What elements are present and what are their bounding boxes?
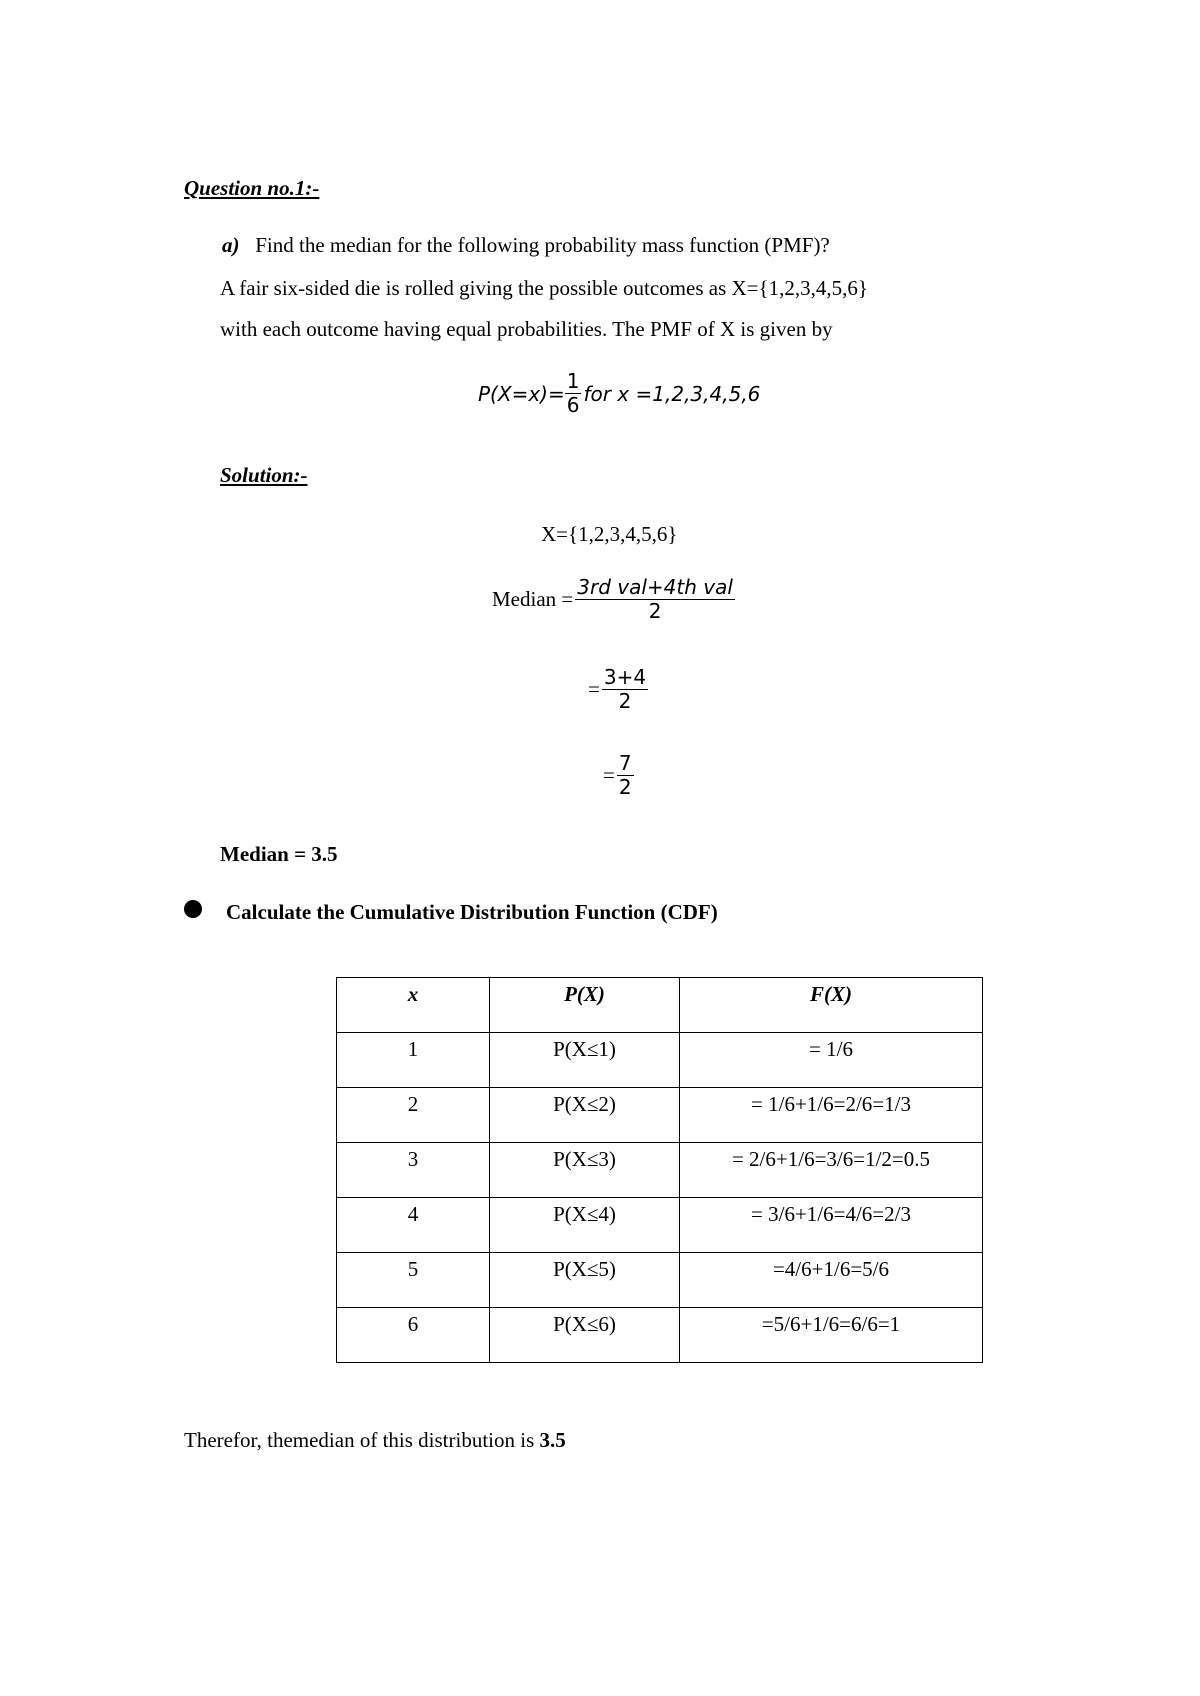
cell-px: P(X≤5): [490, 1253, 680, 1308]
header-x: x: [337, 978, 490, 1033]
cell-fx: =5/6+1/6=6/6=1: [680, 1308, 983, 1363]
conclusion: [184, 1428, 566, 1453]
step-simplified-numerator: 7: [618, 751, 632, 775]
cell-fx: =4/6+1/6=5/6: [680, 1253, 983, 1308]
step-simplified-denominator: 2: [618, 775, 632, 799]
cell-px: P(X≤2): [490, 1088, 680, 1143]
cdf-table: [336, 977, 983, 1363]
problem-line-2: A fair six-sided die is rolled giving the possible outcomes as X={1,2,3,4,5,6}: [220, 276, 868, 300]
step-substitution-denominator: 2: [618, 689, 632, 713]
pmf-rhs: for x =1,2,3,4,5,6: [583, 381, 761, 406]
cell-x: 1: [337, 1033, 490, 1088]
part-a-line: [222, 233, 830, 258]
cell-x: 4: [337, 1198, 490, 1253]
bullet-icon: [184, 900, 202, 918]
cell-px: P(X≤1): [490, 1033, 680, 1088]
step-substitution-fraction: [602, 666, 648, 713]
cell-fx: = 1/6: [680, 1033, 983, 1088]
solution-heading: Solution:-: [220, 463, 308, 487]
cell-x: 6: [337, 1308, 490, 1363]
pmf-fraction: [565, 370, 582, 417]
part-a-text: Find the median for the following probability mass function (PMF)?: [255, 233, 830, 257]
header-fx: F(X): [680, 978, 983, 1033]
cdf-heading: Calculate the Cumulative Distribution Function (CDF): [226, 900, 718, 924]
question-heading: Question no.1:-: [184, 176, 320, 200]
step-simplified-fraction: [617, 752, 634, 799]
median-fraction: [575, 576, 735, 623]
step-simplified-equals: =: [603, 763, 615, 787]
header-px: P(X): [490, 978, 680, 1033]
problem-line-3: with each outcome having equal probabilities. The PMF of X is given by: [220, 317, 833, 341]
outcome-set: X={1,2,3,4,5,6}: [541, 522, 678, 546]
table-row: [337, 1308, 983, 1363]
table-row: [337, 1088, 983, 1143]
cell-fx: = 1/6+1/6=2/6=1/3: [680, 1088, 983, 1143]
table-header-row: [337, 978, 983, 1033]
step-substitution-equals: =: [588, 677, 600, 701]
cell-x: 2: [337, 1088, 490, 1143]
cell-px: P(X≤4): [490, 1198, 680, 1253]
median-numerator: 3rd val+4th val: [577, 575, 733, 599]
table-row: [337, 1253, 983, 1308]
step-simplified: [603, 752, 634, 799]
pmf-denominator: 6: [566, 393, 580, 417]
median-result: Median = 3.5: [220, 842, 338, 866]
table-row: [337, 1143, 983, 1198]
step-substitution: [588, 666, 648, 713]
part-a-label: a): [222, 233, 240, 257]
cell-fx: = 2/6+1/6=3/6=1/2=0.5: [680, 1143, 983, 1198]
cell-px: P(X≤3): [490, 1143, 680, 1198]
table-row: [337, 1198, 983, 1253]
conclusion-value: 3.5: [539, 1428, 566, 1452]
cell-fx: = 3/6+1/6=4/6=2/3: [680, 1198, 983, 1253]
median-formula: [492, 576, 735, 623]
median-denominator: 2: [648, 599, 662, 623]
cell-x: 3: [337, 1143, 490, 1198]
conclusion-text: Therefor, themedian of this distribution is: [184, 1428, 540, 1452]
median-formula-label: Median =: [492, 587, 574, 611]
pmf-numerator: 1: [566, 369, 580, 393]
table-row: [337, 1033, 983, 1088]
pmf-formula: [478, 370, 760, 417]
pmf-lhs: P(X=x)=: [478, 381, 565, 406]
step-substitution-numerator: 3+4: [603, 665, 647, 689]
cell-x: 5: [337, 1253, 490, 1308]
cell-px: P(X≤6): [490, 1308, 680, 1363]
